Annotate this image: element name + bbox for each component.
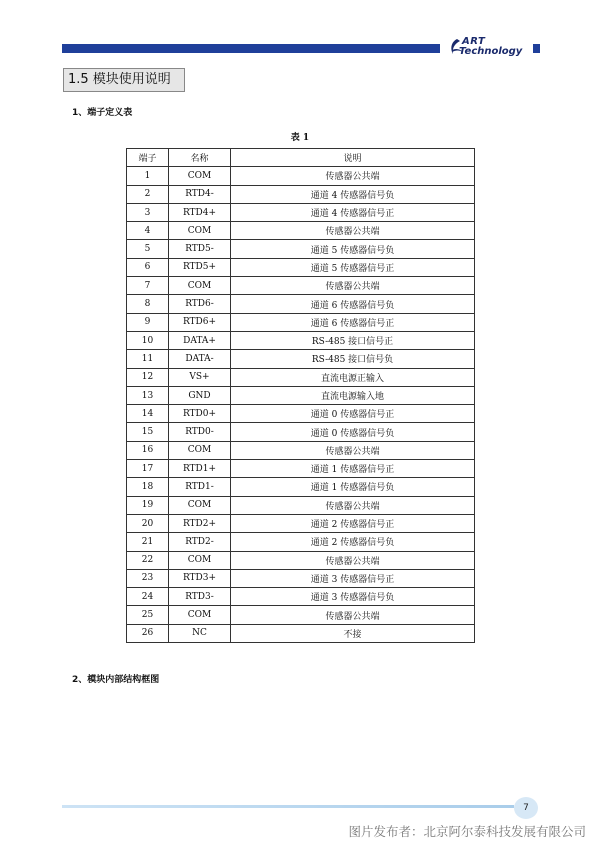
pin-description-cell: 通道 3 传感器信号正 — [231, 569, 475, 587]
pin-name-cell: GND — [169, 386, 231, 404]
pin-number-cell: 1 — [127, 167, 169, 185]
pin-number-cell: 21 — [127, 533, 169, 551]
table-row — [127, 441, 475, 459]
pin-description-cell: 传感器公共端 — [231, 496, 475, 514]
pin-description-cell: 通道 0 传感器信号正 — [231, 405, 475, 423]
pin-description-cell: RS-485 接口信号正 — [231, 331, 475, 349]
page-number: 7 — [514, 797, 538, 819]
pin-number-cell: 15 — [127, 423, 169, 441]
pin-name-cell: RTD5- — [169, 240, 231, 258]
table-row — [127, 460, 475, 478]
table-row — [127, 496, 475, 514]
table-row — [127, 588, 475, 606]
table-row — [127, 569, 475, 587]
pin-number-cell: 22 — [127, 551, 169, 569]
pin-description-cell: 传感器公共端 — [231, 441, 475, 459]
table-row — [127, 606, 475, 624]
pin-number-cell: 16 — [127, 441, 169, 459]
pin-name-cell: COM — [169, 277, 231, 295]
pin-name-cell: RTD6- — [169, 295, 231, 313]
pin-description-cell: 通道 3 传感器信号负 — [231, 588, 475, 606]
pin-number-cell: 18 — [127, 478, 169, 496]
pin-number-cell: 25 — [127, 606, 169, 624]
pin-number-cell: 7 — [127, 277, 169, 295]
table-row — [127, 240, 475, 258]
table-row — [127, 167, 475, 185]
pin-number-cell: 19 — [127, 496, 169, 514]
table-row — [127, 533, 475, 551]
pin-name-cell: COM — [169, 222, 231, 240]
logo-art-text: ART — [462, 36, 486, 47]
logo-technology-text: Technology — [459, 46, 523, 57]
pin-description-cell: 通道 5 传感器信号负 — [231, 240, 475, 258]
pin-number-cell: 17 — [127, 460, 169, 478]
pin-description-cell: 传感器公共端 — [231, 606, 475, 624]
pin-number-cell: 14 — [127, 405, 169, 423]
subsection-heading-pin-table: 1、端子定义表 — [72, 108, 133, 118]
table-row — [127, 350, 475, 368]
pin-description-cell: 通道 5 传感器信号正 — [231, 258, 475, 276]
header-pin: 端子 — [127, 149, 169, 167]
table-row — [127, 405, 475, 423]
pin-name-cell: RTD5+ — [169, 258, 231, 276]
pin-number-cell: 4 — [127, 222, 169, 240]
table-row — [127, 203, 475, 221]
pin-number-cell: 6 — [127, 258, 169, 276]
header-bar — [62, 44, 440, 53]
pin-number-cell: 10 — [127, 331, 169, 349]
pin-description-cell: 不接 — [231, 624, 475, 642]
pin-name-cell: COM — [169, 441, 231, 459]
table-row — [127, 624, 475, 642]
pin-description-cell: 通道 2 传感器信号正 — [231, 514, 475, 532]
table-row — [127, 368, 475, 386]
footer-line — [62, 805, 514, 808]
table-row — [127, 222, 475, 240]
pin-name-cell: RTD0- — [169, 423, 231, 441]
pin-description-cell: 通道 6 传感器信号负 — [231, 295, 475, 313]
pin-number-cell: 24 — [127, 588, 169, 606]
pin-name-cell: NC — [169, 624, 231, 642]
pin-number-cell: 23 — [127, 569, 169, 587]
pin-number-cell: 13 — [127, 386, 169, 404]
pin-name-cell: RTD3- — [169, 588, 231, 606]
pin-description-cell: 通道 4 传感器信号负 — [231, 185, 475, 203]
pin-number-cell: 5 — [127, 240, 169, 258]
table-row — [127, 478, 475, 496]
header-name: 名称 — [169, 149, 231, 167]
pin-description-cell: 直流电源输入地 — [231, 386, 475, 404]
section-title: 1.5 模块使用说明 — [63, 68, 185, 92]
pin-name-cell: RTD1- — [169, 478, 231, 496]
pin-number-cell: 11 — [127, 350, 169, 368]
pin-name-cell: RTD1+ — [169, 460, 231, 478]
pin-name-cell: RTD0+ — [169, 405, 231, 423]
pin-description-cell: RS-485 接口信号负 — [231, 350, 475, 368]
pin-number-cell: 2 — [127, 185, 169, 203]
table-row — [127, 277, 475, 295]
table-row — [127, 313, 475, 331]
pin-number-cell: 9 — [127, 313, 169, 331]
pin-name-cell: RTD3+ — [169, 569, 231, 587]
header-square — [533, 44, 540, 53]
pin-name-cell: RTD2- — [169, 533, 231, 551]
pin-number-cell: 12 — [127, 368, 169, 386]
pin-name-cell: DATA- — [169, 350, 231, 368]
pin-description-cell: 通道 0 传感器信号负 — [231, 423, 475, 441]
pin-name-cell: RTD6+ — [169, 313, 231, 331]
pin-name-cell: RTD4+ — [169, 203, 231, 221]
pin-description-cell: 直流电源正输入 — [231, 368, 475, 386]
pin-description-cell: 通道 2 传感器信号负 — [231, 533, 475, 551]
table-row — [127, 258, 475, 276]
pin-name-cell: RTD2+ — [169, 514, 231, 532]
pin-description-cell: 通道 1 传感器信号负 — [231, 478, 475, 496]
pin-description-cell: 传感器公共端 — [231, 551, 475, 569]
pin-number-cell: 8 — [127, 295, 169, 313]
table-row — [127, 386, 475, 404]
table-row — [127, 514, 475, 532]
pin-name-cell: COM — [169, 167, 231, 185]
table-row — [127, 551, 475, 569]
pin-number-cell: 20 — [127, 514, 169, 532]
company-logo — [448, 36, 534, 62]
pin-description-cell: 通道 4 传感器信号正 — [231, 203, 475, 221]
table-row — [127, 185, 475, 203]
table-body — [127, 167, 475, 643]
pin-name-cell: COM — [169, 551, 231, 569]
pin-description-cell: 传感器公共端 — [231, 222, 475, 240]
pin-name-cell: RTD4- — [169, 185, 231, 203]
header-description: 说明 — [231, 149, 475, 167]
pin-name-cell: COM — [169, 606, 231, 624]
pin-name-cell: DATA+ — [169, 331, 231, 349]
pin-description-cell: 传感器公共端 — [231, 167, 475, 185]
table-caption: 表 1 — [290, 133, 310, 143]
pin-description-cell: 通道 6 传感器信号正 — [231, 313, 475, 331]
pin-definition-table — [126, 148, 475, 643]
pin-description-cell: 通道 1 传感器信号正 — [231, 460, 475, 478]
table-header-row — [127, 149, 475, 167]
pin-number-cell: 26 — [127, 624, 169, 642]
table-row — [127, 423, 475, 441]
publisher-watermark: 图片发布者：北京阿尔泰科技发展有限公司 — [348, 824, 586, 839]
pin-description-cell: 传感器公共端 — [231, 277, 475, 295]
table-row — [127, 295, 475, 313]
pin-name-cell: COM — [169, 496, 231, 514]
subsection-heading-block-diagram: 2、模块内部结构框图 — [72, 675, 160, 685]
pin-name-cell: VS+ — [169, 368, 231, 386]
pin-number-cell: 3 — [127, 203, 169, 221]
table-row — [127, 331, 475, 349]
